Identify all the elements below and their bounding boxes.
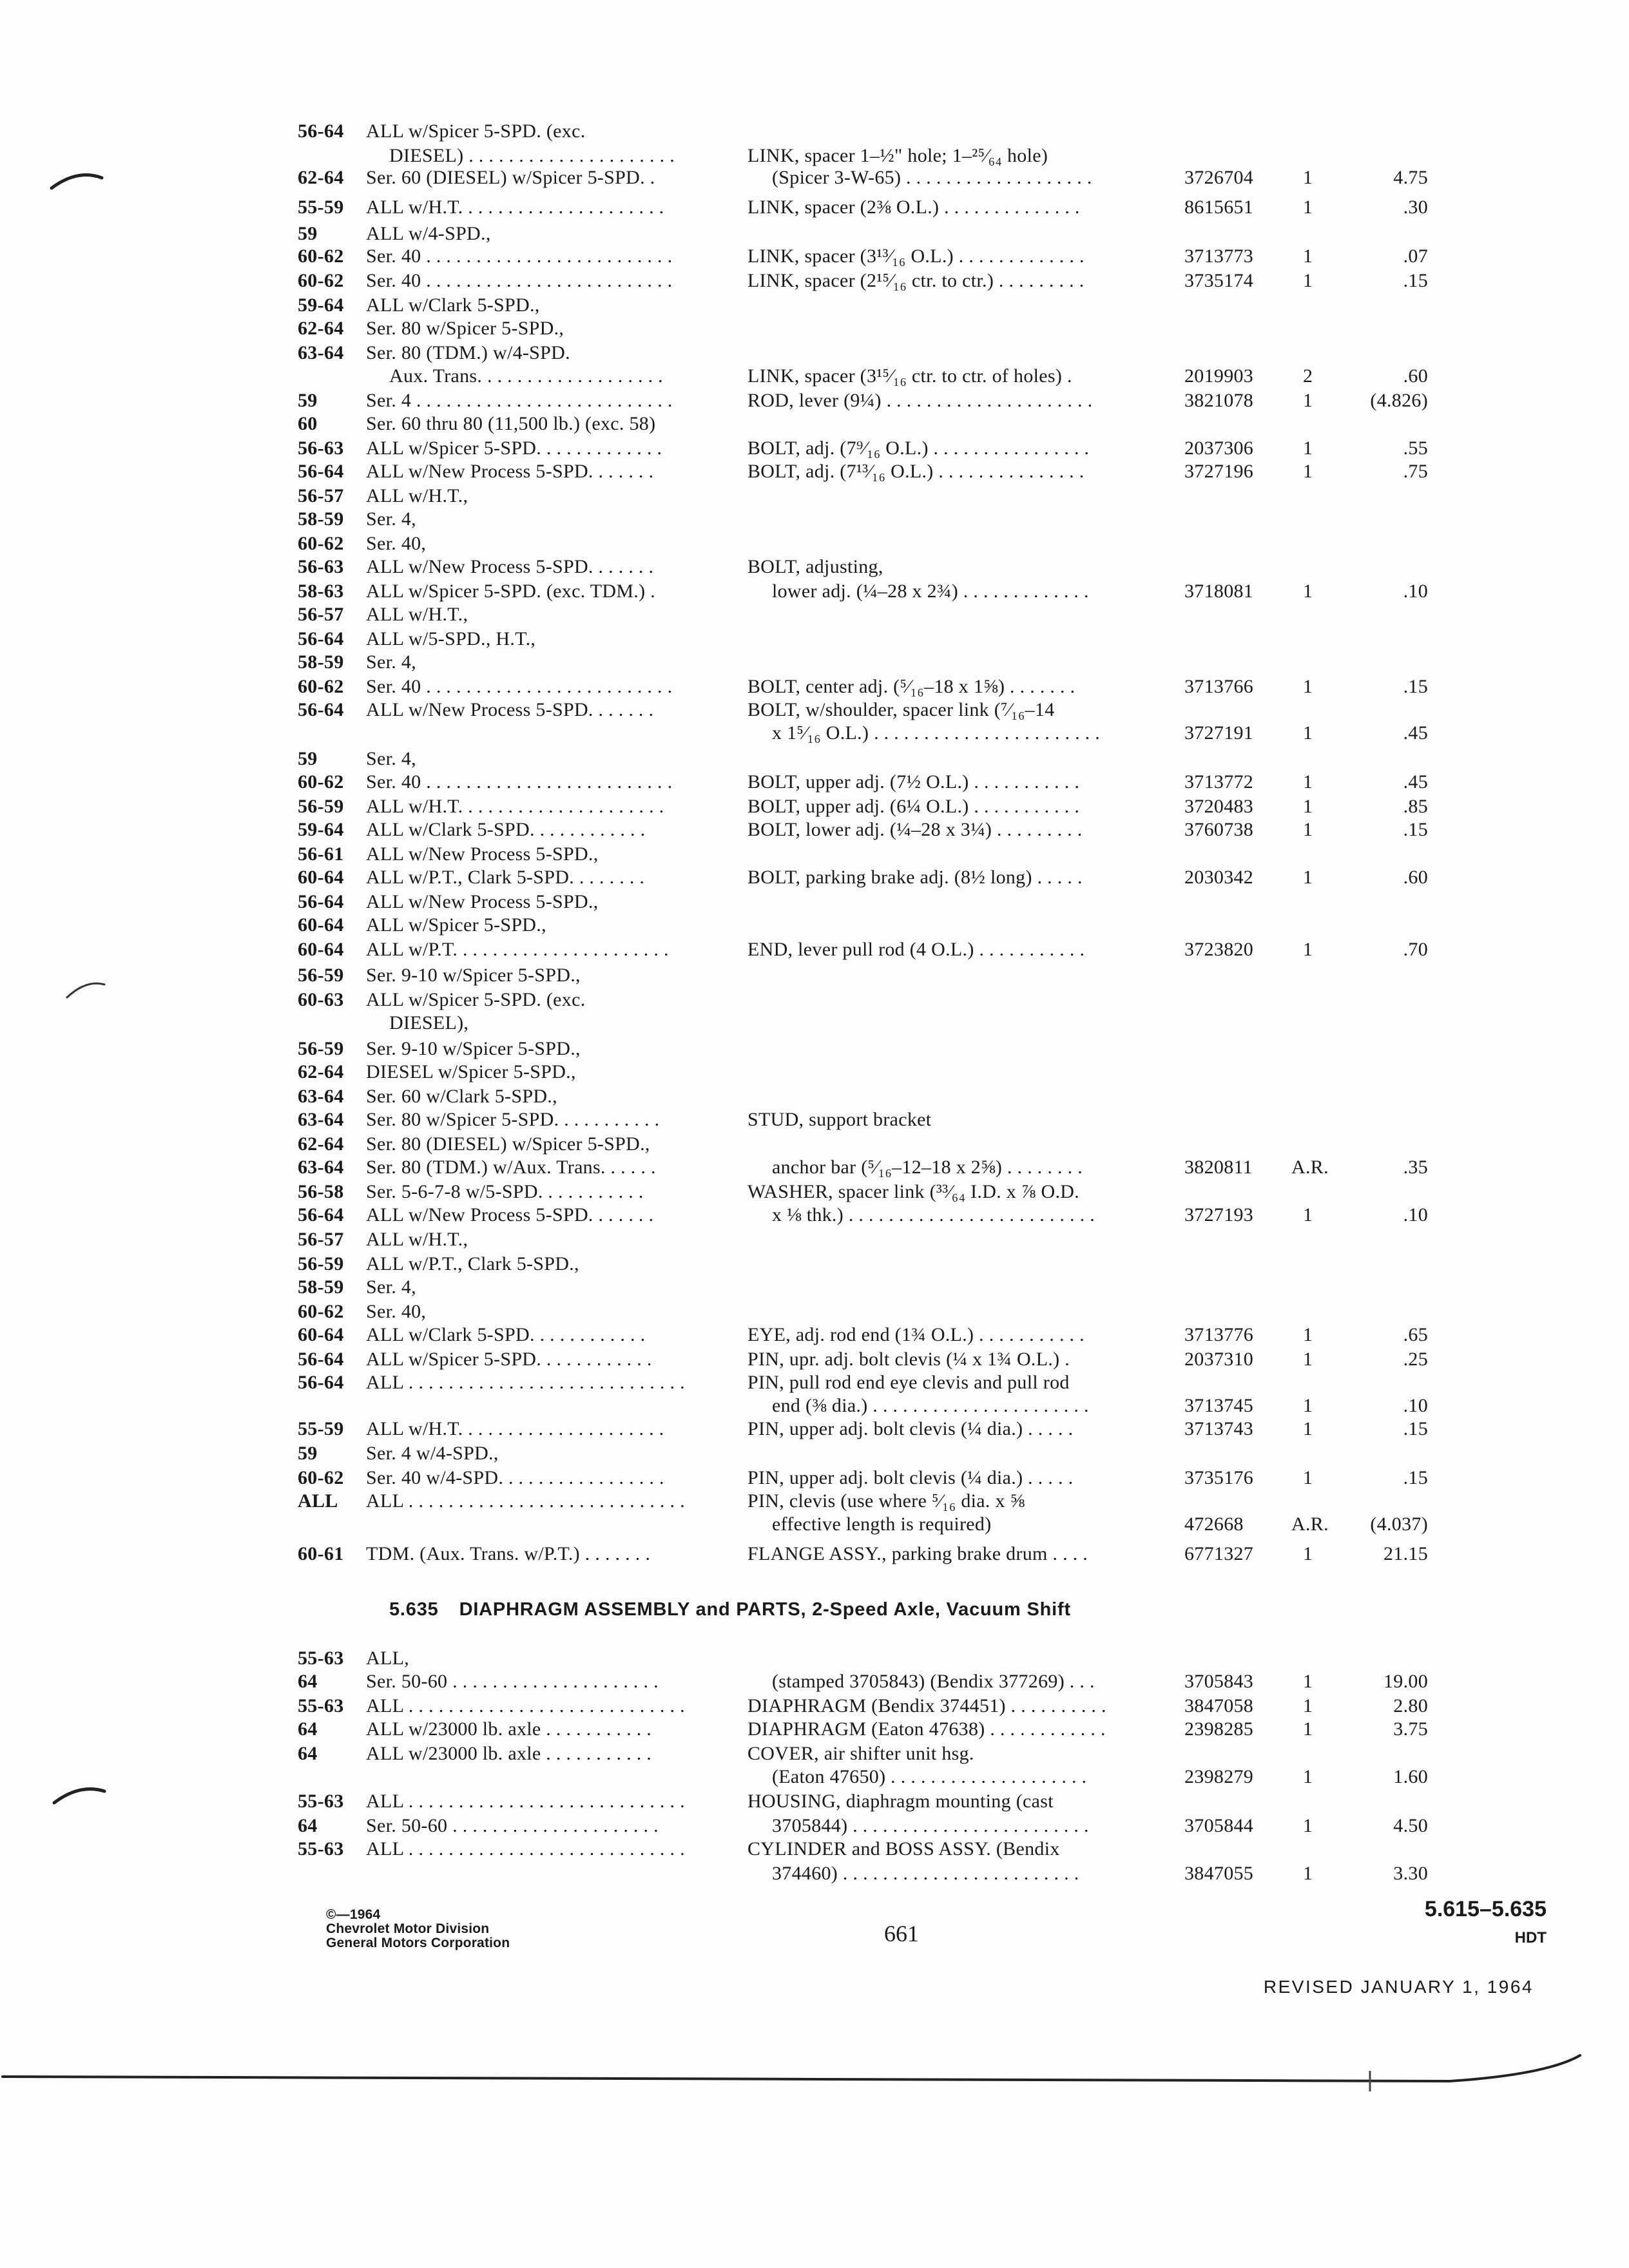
application: ALL . . . . . . . . . . . . . . . . . . . . . . . . . . . .	[366, 1838, 685, 1860]
application: ALL w/Spicer 5-SPD. (exc. TDM.) .	[366, 581, 656, 602]
model-years: 55-59	[298, 1418, 344, 1439]
model-years: 59	[298, 748, 318, 769]
application: Ser. 60 w/Clark 5-SPD.,	[366, 1086, 557, 1107]
model-years: 60-61	[298, 1543, 344, 1564]
application: ALL w/Clark 5-SPD. . . . . . . . . . . .	[366, 819, 646, 840]
application: DIESEL) . . . . . . . . . . . . . . . . . . . . .	[389, 145, 675, 166]
price: .30	[1403, 197, 1428, 218]
part-number: 3727193	[1184, 1204, 1254, 1225]
application: Ser. 80 (TDM.) w/4-SPD.	[366, 342, 570, 363]
application: Ser. 50-60 . . . . . . . . . . . . . . . . . . . . .	[366, 1815, 659, 1836]
quantity: 2	[1303, 365, 1313, 387]
application: ALL w/New Process 5-SPD. . . . . . .	[366, 556, 654, 577]
section-heading	[389, 1598, 1071, 1621]
model-years: 62-64	[298, 318, 344, 339]
application: ALL w/New Process 5-SPD.,	[366, 891, 599, 912]
quantity: 1	[1303, 1766, 1313, 1787]
price: .10	[1403, 581, 1428, 602]
application: ALL . . . . . . . . . . . . . . . . . . . . . . . . . . . .	[366, 1490, 685, 1512]
model-years: 63-64	[298, 1157, 344, 1178]
application: ALL w/H.T.,	[366, 485, 468, 506]
part-description: BOLT, adjusting,	[747, 556, 883, 577]
application: Ser. 60 thru 80 (11,500 lb.) (exc. 58)	[366, 413, 656, 434]
quantity: 1	[1303, 939, 1313, 960]
price: .85	[1403, 796, 1428, 817]
model-years: 56-59	[298, 1038, 344, 1059]
price: .10	[1403, 1204, 1428, 1225]
model-years: 56-57	[298, 1229, 344, 1250]
model-years: 56-64	[298, 1372, 344, 1393]
model-years: 56-57	[298, 604, 344, 625]
part-number: 3705844	[1184, 1815, 1254, 1836]
model-years: 59-64	[298, 294, 344, 316]
model-years: 64	[298, 1671, 318, 1692]
application: ALL,	[366, 1648, 410, 1669]
application: ALL w/5-SPD., H.T.,	[366, 628, 536, 649]
part-description: CYLINDER and BOSS ASSY. (Bendix	[747, 1838, 1060, 1860]
part-description: lower adj. (¼–28 x 2¾) . . . . . . . . . . . . .	[772, 581, 1089, 602]
application: ALL w/H.T. . . . . . . . . . . . . . . . . . . . .	[366, 796, 664, 817]
quantity: 1	[1303, 796, 1313, 817]
price: (4.826)	[1370, 390, 1428, 411]
part-number: 3726704	[1184, 167, 1254, 188]
application: ALL w/Clark 5-SPD.,	[366, 294, 540, 316]
part-number: 3821078	[1184, 390, 1254, 411]
price: .10	[1403, 1395, 1428, 1416]
application: DIESEL w/Spicer 5-SPD.,	[366, 1061, 576, 1082]
part-description: LINK, spacer 1–½" hole; 1–²⁵⁄₆₄ hole)	[747, 145, 1048, 166]
model-years: 60-62	[298, 1467, 344, 1488]
application: Ser. 4,	[366, 748, 416, 769]
model-years: 58-59	[298, 1276, 344, 1298]
quantity: 1	[1303, 1418, 1313, 1439]
price: .45	[1403, 771, 1428, 793]
application: ALL w/23000 lb. axle . . . . . . . . . . .	[366, 1718, 652, 1740]
application: ALL . . . . . . . . . . . . . . . . . . . . . . . . . . . .	[366, 1695, 685, 1716]
application: ALL w/Spicer 5-SPD. (exc.	[366, 120, 586, 142]
part-description: 374460) . . . . . . . . . . . . . . . . . . . . . . . .	[772, 1863, 1079, 1884]
price: 2.80	[1393, 1695, 1428, 1716]
model-years: 59	[298, 223, 318, 244]
quantity: 1	[1303, 1543, 1313, 1564]
series-code: HDT	[1514, 1929, 1547, 1946]
part-description: FLANGE ASSY., parking brake drum . . . .	[747, 1543, 1088, 1564]
part-number: 8615651	[1184, 197, 1254, 218]
part-description: HOUSING, diaphragm mounting (cast	[747, 1791, 1054, 1812]
quantity: 1	[1303, 437, 1313, 459]
quantity: 1	[1303, 461, 1313, 482]
application: Ser. 4 w/4-SPD.,	[366, 1443, 499, 1464]
model-years: 55-63	[298, 1791, 344, 1812]
part-description: EYE, adj. rod end (1¾ O.L.) . . . . . . . . . . .	[747, 1324, 1084, 1345]
model-years: 56-59	[298, 1253, 344, 1274]
model-years: 62-64	[298, 167, 344, 188]
model-years: 56-64	[298, 1349, 344, 1370]
part-description: end (⅜ dia.) . . . . . . . . . . . . . . . . . . . . . .	[772, 1395, 1089, 1416]
model-years: 63-64	[298, 342, 344, 363]
part-description: LINK, spacer (3¹³⁄₁₆ O.L.) . . . . . . . . . . . . .	[747, 245, 1084, 267]
application: ALL w/H.T. . . . . . . . . . . . . . . . . . . . .	[366, 1418, 664, 1439]
quantity: 1	[1303, 1349, 1313, 1370]
model-years: 64	[298, 1815, 318, 1836]
part-number: 3735174	[1184, 270, 1254, 291]
application: Ser. 5-6-7-8 w/5-SPD. . . . . . . . . . .	[366, 1181, 644, 1202]
application: Ser. 40,	[366, 533, 427, 554]
price: .60	[1403, 365, 1428, 387]
part-description: BOLT, parking brake adj. (8½ long) . . . . .	[747, 867, 1083, 888]
model-years: 60-64	[298, 867, 344, 888]
price: .15	[1403, 1467, 1428, 1488]
model-years: 58-59	[298, 508, 344, 530]
part-number: 2398285	[1184, 1718, 1254, 1740]
part-number: 472668	[1184, 1514, 1244, 1535]
model-years: 60-63	[298, 989, 344, 1010]
price: .60	[1403, 867, 1428, 888]
application: DIESEL),	[389, 1012, 469, 1033]
model-years: 60-62	[298, 1301, 344, 1322]
application: Ser. 9-10 w/Spicer 5-SPD.,	[366, 965, 581, 986]
application: Ser. 40 . . . . . . . . . . . . . . . . . . . . . . . . .	[366, 771, 673, 793]
application: ALL w/Spicer 5-SPD.,	[366, 914, 546, 936]
model-years: 60-64	[298, 1324, 344, 1345]
application: ALL w/New Process 5-SPD. . . . . . .	[366, 1204, 654, 1225]
price: 21.15	[1383, 1543, 1428, 1564]
quantity: 1	[1303, 1718, 1313, 1740]
model-years: 59	[298, 390, 318, 411]
part-number: 3718081	[1184, 581, 1254, 602]
part-number: 2398279	[1184, 1766, 1254, 1787]
section-number: 5.635	[389, 1599, 439, 1620]
application: Ser. 80 (DIESEL) w/Spicer 5-SPD.,	[366, 1133, 650, 1155]
application: Ser. 80 (TDM.) w/Aux. Trans. . . . . .	[366, 1157, 656, 1178]
part-description: LINK, spacer (2⅜ O.L.) . . . . . . . . . . . . . .	[747, 197, 1080, 218]
application: ALL w/P.T. . . . . . . . . . . . . . . . . . . . . .	[366, 939, 669, 960]
part-description: x ⅛ thk.) . . . . . . . . . . . . . . . . . . . . . . . . .	[772, 1204, 1095, 1225]
quantity: 1	[1303, 819, 1313, 840]
price: 3.30	[1393, 1863, 1428, 1884]
application: ALL w/Spicer 5-SPD. . . . . . . . . . . .	[366, 1349, 652, 1370]
model-years: 64	[298, 1718, 318, 1740]
quantity: A.R.	[1291, 1514, 1329, 1535]
part-description: BOLT, adj. (7⁹⁄₁₆ O.L.) . . . . . . . . . . . . . . . .	[747, 437, 1090, 459]
part-description: COVER, air shifter unit hsg.	[747, 1743, 974, 1764]
price: 1.60	[1393, 1766, 1428, 1787]
application: Ser. 4,	[366, 1276, 416, 1298]
model-years: 60-62	[298, 676, 344, 697]
application: ALL w/P.T., Clark 5-SPD. . . . . . . .	[366, 867, 645, 888]
part-description: (Spicer 3-W-65) . . . . . . . . . . . . . . . . . . .	[772, 167, 1092, 188]
model-years: 63-64	[298, 1086, 344, 1107]
model-years: 56-64	[298, 628, 344, 649]
part-number: 3735176	[1184, 1467, 1254, 1488]
part-number: 3727196	[1184, 461, 1254, 482]
application: ALL w/H.T.,	[366, 1229, 468, 1250]
model-years: 56-59	[298, 965, 344, 986]
price: .15	[1403, 819, 1428, 840]
corporation-name: General Motors Corporation	[326, 1936, 510, 1950]
price: 4.50	[1393, 1815, 1428, 1836]
application: ALL w/Spicer 5-SPD. . . . . . . . . . . . .	[366, 437, 662, 459]
division-name: Chevrolet Motor Division	[326, 1921, 490, 1936]
application: Ser. 60 (DIESEL) w/Spicer 5-SPD. .	[366, 167, 655, 188]
quantity: 1	[1303, 1395, 1313, 1416]
application: ALL . . . . . . . . . . . . . . . . . . . . . . . . . . . .	[366, 1372, 685, 1393]
part-description: DIAPHRAGM (Eaton 47638) . . . . . . . . . . . .	[747, 1718, 1106, 1740]
quantity: 1	[1303, 1671, 1313, 1692]
price: .15	[1403, 1418, 1428, 1439]
application: ALL . . . . . . . . . . . . . . . . . . . . . . . . . . . .	[366, 1791, 685, 1812]
part-number: 2037310	[1184, 1349, 1254, 1370]
model-years: 56-64	[298, 891, 344, 912]
part-number: 3847058	[1184, 1695, 1254, 1716]
part-description: PIN, upr. adj. bolt clevis (¼ x 1¾ O.L.) .	[747, 1349, 1070, 1370]
model-years: 56-64	[298, 461, 344, 482]
part-description: DIAPHRAGM (Bendix 374451) . . . . . . . . . .	[747, 1695, 1106, 1716]
quantity: 1	[1303, 167, 1313, 188]
part-description: x 1⁵⁄₁₆ O.L.) . . . . . . . . . . . . . . . . . . . . . . .	[772, 722, 1101, 744]
quantity: 1	[1303, 245, 1313, 267]
model-years: ALL	[298, 1490, 338, 1512]
application: ALL w/New Process 5-SPD. . . . . . .	[366, 699, 654, 720]
price: .70	[1403, 939, 1428, 960]
quantity: 1	[1303, 771, 1313, 793]
part-description: END, lever pull rod (4 O.L.) . . . . . . . . . . .	[747, 939, 1085, 960]
part-description: PIN, pull rod end eye clevis and pull rod	[747, 1372, 1070, 1393]
part-description: (Eaton 47650) . . . . . . . . . . . . . . . . . . . .	[772, 1766, 1087, 1787]
model-years: 60-64	[298, 914, 344, 936]
page-number: 661	[884, 1921, 919, 1946]
quantity: 1	[1303, 1467, 1313, 1488]
model-years: 56-58	[298, 1181, 344, 1202]
part-description: PIN, clevis (use where ⁵⁄₁₆ dia. x ⅝	[747, 1490, 1025, 1512]
model-years: 56-63	[298, 556, 344, 577]
part-description: BOLT, w/shoulder, spacer link (⁷⁄₁₆–14	[747, 699, 1055, 720]
part-number: 3847055	[1184, 1863, 1254, 1884]
price: (4.037)	[1370, 1514, 1428, 1535]
quantity: 1	[1303, 1324, 1313, 1345]
quantity: 1	[1303, 1815, 1313, 1836]
model-years: 58-63	[298, 581, 344, 602]
model-years: 58-59	[298, 651, 344, 673]
part-description: PIN, upper adj. bolt clevis (¼ dia.) . . . . .	[747, 1467, 1074, 1488]
part-description: BOLT, upper adj. (6¼ O.L.) . . . . . . . . . . .	[747, 796, 1080, 817]
quantity: 1	[1303, 722, 1313, 744]
model-years: 56-64	[298, 1204, 344, 1225]
model-years: 63-64	[298, 1109, 344, 1130]
model-years: 60-62	[298, 245, 344, 267]
price: .07	[1403, 245, 1428, 267]
model-years: 60-62	[298, 270, 344, 291]
application: Ser. 80 w/Spicer 5-SPD.,	[366, 318, 564, 339]
part-description: BOLT, lower adj. (¼–28 x 3¼) . . . . . . . . .	[747, 819, 1083, 840]
section-range: 5.615–5.635	[1424, 1897, 1547, 1921]
application: Ser. 50-60 . . . . . . . . . . . . . . . . . . . . .	[366, 1671, 659, 1692]
application: Ser. 40 . . . . . . . . . . . . . . . . . . . . . . . . .	[366, 270, 673, 291]
part-number: 2037306	[1184, 437, 1254, 459]
revision-date: REVISED JANUARY 1, 1964	[1263, 1977, 1534, 1997]
part-number: 3820811	[1184, 1157, 1253, 1178]
copyright: ©—1964	[326, 1907, 381, 1922]
model-years: 56-59	[298, 796, 344, 817]
part-description: ROD, lever (9¼) . . . . . . . . . . . . . . . . . . . . .	[747, 390, 1093, 411]
model-years: 55-63	[298, 1648, 344, 1669]
price: .35	[1403, 1157, 1428, 1178]
model-years: 56-63	[298, 437, 344, 459]
model-years: 56-61	[298, 843, 344, 865]
application: Ser. 40 w/4-SPD. . . . . . . . . . . . . . . . .	[366, 1467, 664, 1488]
part-description: 3705844) . . . . . . . . . . . . . . . . . . . . . . . .	[772, 1815, 1089, 1836]
application: Ser. 4,	[366, 651, 416, 673]
part-number: 3713745	[1184, 1395, 1254, 1416]
quantity: 1	[1303, 867, 1313, 888]
quantity: 1	[1303, 1863, 1313, 1884]
price: .15	[1403, 676, 1428, 697]
part-number: 3720483	[1184, 796, 1254, 817]
quantity: 1	[1303, 1204, 1313, 1225]
model-years: 55-59	[298, 197, 344, 218]
part-number: 6771327	[1184, 1543, 1254, 1564]
application: Ser. 80 w/Spicer 5-SPD. . . . . . . . . . .	[366, 1109, 660, 1130]
price: .15	[1403, 270, 1428, 291]
part-number: 3713776	[1184, 1324, 1254, 1345]
part-description: (stamped 3705843) (Bendix 377269) . . .	[772, 1671, 1095, 1692]
model-years: 60-64	[298, 939, 344, 960]
quantity: 1	[1303, 390, 1313, 411]
part-number: 3705843	[1184, 1671, 1254, 1692]
part-number: 3727191	[1184, 722, 1254, 744]
quantity: 1	[1303, 270, 1313, 291]
application: Ser. 40 . . . . . . . . . . . . . . . . . . . . . . . . .	[366, 245, 673, 267]
model-years: 60-62	[298, 771, 344, 793]
quantity: 1	[1303, 581, 1313, 602]
application: ALL w/H.T. . . . . . . . . . . . . . . . . . . . .	[366, 197, 664, 218]
section-title: DIAPHRAGM ASSEMBLY and PARTS, 2-Speed Axle, Vacuum Shift	[459, 1599, 1071, 1620]
part-description: effective length is required)	[772, 1514, 992, 1535]
application: ALL w/Clark 5-SPD. . . . . . . . . . . .	[366, 1324, 646, 1345]
price: 19.00	[1383, 1671, 1428, 1692]
quantity: 1	[1303, 676, 1313, 697]
model-years: 60-62	[298, 533, 344, 554]
application: Ser. 9-10 w/Spicer 5-SPD.,	[366, 1038, 581, 1059]
model-years: 62-64	[298, 1133, 344, 1155]
part-number: 3713772	[1184, 771, 1254, 793]
application: ALL w/P.T., Clark 5-SPD.,	[366, 1253, 579, 1274]
part-description: PIN, upper adj. bolt clevis (¼ dia.) . . . . .	[747, 1418, 1074, 1439]
part-description: WASHER, spacer link (³³⁄₆₄ I.D. x ⅞ O.D.	[747, 1181, 1080, 1202]
price: .25	[1403, 1349, 1428, 1370]
application: Ser. 40 . . . . . . . . . . . . . . . . . . . . . . . . .	[366, 676, 673, 697]
part-number: 3723820	[1184, 939, 1254, 960]
application: ALL w/Spicer 5-SPD. (exc.	[366, 989, 586, 1010]
part-description: anchor bar (⁵⁄₁₆–12–18 x 2⅝) . . . . . . . .	[772, 1157, 1083, 1178]
part-description: BOLT, upper adj. (7½ O.L.) . . . . . . . . . . .	[747, 771, 1080, 793]
price: .45	[1403, 722, 1428, 744]
part-number: 2019903	[1184, 365, 1254, 387]
part-number: 3760738	[1184, 819, 1254, 840]
model-years: 64	[298, 1743, 318, 1764]
application: ALL w/New Process 5-SPD. . . . . . .	[366, 461, 654, 482]
application: Ser. 40,	[366, 1301, 427, 1322]
price: .55	[1403, 437, 1428, 459]
application: Ser. 4,	[366, 508, 416, 530]
price: .65	[1403, 1324, 1428, 1345]
model-years: 55-63	[298, 1838, 344, 1860]
part-description: BOLT, center adj. (⁵⁄₁₆–18 x 1⅝) . . . . . . .	[747, 676, 1075, 697]
application: TDM. (Aux. Trans. w/P.T.) . . . . . . .	[366, 1543, 651, 1564]
part-number: 3713743	[1184, 1418, 1254, 1439]
application: ALL w/4-SPD.,	[366, 223, 491, 244]
price: .75	[1403, 461, 1428, 482]
part-number: 3713766	[1184, 676, 1254, 697]
part-description: LINK, spacer (3¹⁵⁄₁₆ ctr. to ctr. of holes) .	[747, 365, 1072, 387]
part-number: 2030342	[1184, 867, 1254, 888]
application: ALL w/New Process 5-SPD.,	[366, 843, 599, 865]
part-description: LINK, spacer (2¹⁵⁄₁₆ ctr. to ctr.) . . . . . . . . .	[747, 270, 1084, 291]
model-years: 62-64	[298, 1061, 344, 1082]
model-years: 56-57	[298, 485, 344, 506]
model-years: 60	[298, 413, 318, 434]
price: 3.75	[1393, 1718, 1428, 1740]
part-description: BOLT, adj. (7¹³⁄₁₆ O.L.) . . . . . . . . . . . . . . .	[747, 461, 1084, 482]
model-years: 55-63	[298, 1695, 344, 1716]
part-description: STUD, support bracket	[747, 1109, 932, 1130]
model-years: 59-64	[298, 819, 344, 840]
quantity: 1	[1303, 1695, 1313, 1716]
price: 4.75	[1393, 167, 1428, 188]
part-number: 3713773	[1184, 245, 1254, 267]
quantity: A.R.	[1291, 1157, 1329, 1178]
model-years: 56-64	[298, 120, 344, 142]
application: ALL w/23000 lb. axle . . . . . . . . . . .	[366, 1743, 652, 1764]
model-years: 59	[298, 1443, 318, 1464]
quantity: 1	[1303, 197, 1313, 218]
application: Ser. 4 . . . . . . . . . . . . . . . . . . . . . . . . . .	[366, 390, 673, 411]
model-years: 56-64	[298, 699, 344, 720]
application: Aux. Trans. . . . . . . . . . . . . . . . . . .	[389, 365, 663, 387]
application: ALL w/H.T.,	[366, 604, 468, 625]
